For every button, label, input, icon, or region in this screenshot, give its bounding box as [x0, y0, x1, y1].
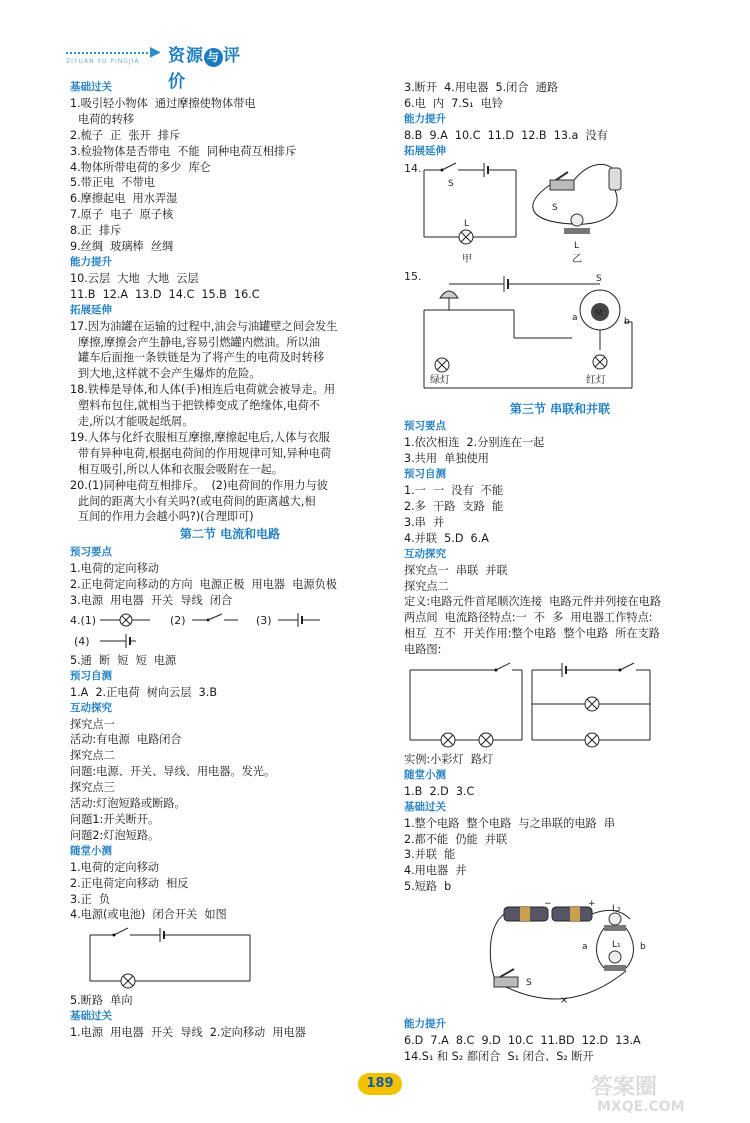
- section-heading: 预习要点: [404, 420, 446, 433]
- q14-circuit-figures: [404, 162, 644, 268]
- header-dotted-line: [66, 52, 152, 54]
- answer-line: 2.都不能 仍能 并联: [404, 832, 508, 846]
- answer-line: 10.云层 大地 大地 云层: [70, 271, 199, 285]
- answer-line: 19.人体与化纤衣服相互摩擦,摩擦起电后,人体与衣服: [70, 430, 330, 444]
- answer-line: 探究点一 串联 并联: [404, 563, 508, 577]
- lamp-icon: [121, 974, 135, 988]
- answer-line: 1.A 2.正电荷 树向云层 3.B: [70, 685, 218, 699]
- fig-label: M: [595, 308, 603, 319]
- lamp-icon: [585, 697, 599, 711]
- header-title: 资源 与 评价: [168, 46, 241, 92]
- chapter-heading: 第三节 串联和并联: [509, 401, 611, 416]
- fig-label: +: [588, 899, 596, 910]
- page-number: 189: [358, 1073, 402, 1095]
- battery-photo-icon: [609, 168, 621, 190]
- circuit-symbols-figure: [70, 611, 370, 651]
- fig-label: L₁: [612, 940, 621, 951]
- fig-label: S: [526, 978, 532, 989]
- section-heading: 拓展延伸: [70, 303, 112, 316]
- answer-line: 9.丝绸 玻璃棒 丝绸: [70, 240, 174, 254]
- answer-line: 1.整个电路 整个电路 与之串联的电路 串: [404, 816, 616, 830]
- section-heading: 预习自测: [70, 669, 112, 682]
- answer-line: 探究点三: [70, 781, 115, 795]
- answer-line: 17.因为油罐在运输的过程中,油会与油罐壁之间会发生: [70, 319, 338, 333]
- chapter-heading: 第二节 电流和电路: [179, 527, 281, 542]
- section-heading: 互动探究: [70, 701, 112, 714]
- answer-line: 11.B 12.A 13.D 14.C 15.B 16.C: [70, 287, 260, 301]
- fig-label: 红灯: [586, 374, 606, 386]
- answer-line: 18.铁棒是导体,和人体(手)相连后电荷就会被导走。用: [70, 383, 336, 397]
- answer-line: 5.通 断 短 短 电源: [70, 653, 177, 667]
- svg-text:MXQE.COM: MXQE.COM: [597, 1099, 685, 1114]
- right-column: [404, 80, 716, 1065]
- answer-line: 5.带正电 不带电: [70, 176, 155, 190]
- answer-line: 3.正 负: [70, 892, 111, 906]
- answer-line: 3.检验物体是否带电 不能 同种电荷互相排斥: [70, 144, 297, 158]
- answer-line: 6.电 内 7.S₁ 电铃: [404, 96, 504, 110]
- parallel-lamps-photo-circuit: [404, 897, 664, 1015]
- answer-line: 1.电荷的定向移动: [70, 562, 159, 576]
- q15-traffic-light-circuit: [404, 270, 644, 400]
- answer-line: 此间的距离大小有关吗?(或电荷间的距离越大,相: [78, 494, 316, 508]
- section-heading: 随堂小测: [70, 844, 112, 857]
- fig-label: S: [552, 202, 558, 213]
- answer-line: 1.电荷的定向移动: [70, 860, 159, 874]
- header-circle-mark: 与: [204, 48, 223, 67]
- answer-line: 活动:有电源 电路闭合: [70, 733, 182, 747]
- fig-label: L₂: [612, 904, 621, 915]
- answer-line: 电荷的转移: [78, 112, 134, 126]
- section-heading: 拓展延伸: [404, 144, 446, 157]
- answer-line: 问题2:灯泡短路。: [70, 828, 160, 842]
- fig-label: a: [572, 312, 578, 323]
- answer-line: 5.断路 单向: [70, 994, 133, 1008]
- lamp-holder-photo-icon: [604, 925, 626, 931]
- lamp-icon: [459, 230, 473, 244]
- section-heading: 能力提升: [70, 255, 112, 268]
- answer-line: 探究点二: [404, 579, 449, 593]
- section-heading: 互动探究: [404, 547, 446, 560]
- answer-line: 3.共用 单独使用: [404, 452, 489, 466]
- fig-label: L: [574, 240, 580, 251]
- answer-line: 3.电源 用电器 开关 导线 闭合: [70, 594, 233, 607]
- answer-line: 1.电源 用电器 开关 导线 2.定向移动 用电器: [70, 1026, 306, 1040]
- answer-line: 探究点二: [70, 749, 115, 763]
- answer-line: 3.串 并: [404, 515, 445, 529]
- answer-line: 2.梳子 正 张开 排斥: [70, 128, 181, 142]
- section-heading: 基础过关: [70, 81, 112, 93]
- answer-line: 8.B 9.A 10.C 11.D 12.B 13.a 没有: [404, 128, 608, 142]
- watermark-logo: [591, 1070, 736, 1114]
- answer-line: 带有异种电荷,根据电荷间的作用规律可知,异种电荷: [78, 446, 332, 460]
- fig-label: (2): [170, 613, 186, 627]
- fig-label: −: [544, 899, 552, 910]
- lamp-icon: [120, 614, 132, 626]
- section-heading: 基础过关: [70, 1010, 112, 1023]
- fig-label: L: [464, 218, 470, 229]
- fig-label: 15.: [404, 269, 422, 283]
- section-heading: 能力提升: [404, 1018, 446, 1031]
- left-column: [70, 80, 390, 1041]
- answer-line: 问题:电源、开关、导线、用电器。发光。: [70, 765, 276, 779]
- section-heading: 预习要点: [70, 546, 112, 559]
- fig-label: 甲: [462, 253, 472, 265]
- answer-line: 到大地,这样就不会产生爆炸的危险。: [78, 367, 261, 381]
- answer-line: 互间的作用力会越小吗?)(合理即可): [78, 510, 254, 524]
- lamp-icon: [593, 355, 607, 369]
- answer-line: 5.短路 b: [404, 880, 452, 894]
- lamp-icon: [585, 733, 599, 747]
- fig-label: 14.: [404, 161, 422, 175]
- answer-line: 6.摩擦起电 用水弄湿: [70, 192, 178, 206]
- fig-label: (4): [74, 634, 90, 648]
- fig-label: a: [582, 942, 588, 953]
- answer-line: 4.电源(或电池) 闭合开关 如图: [70, 908, 227, 922]
- switch-photo-icon: [550, 180, 574, 190]
- bell-icon: [440, 291, 458, 298]
- answer-line: 1.吸引轻小物体 通过摩擦使物体带电: [70, 96, 256, 110]
- answer-line: 4.并联 5.D 6.A: [404, 531, 489, 545]
- answer-line: 两点间 电流路径特点:一 不 多 用电器工作特点:: [404, 611, 653, 625]
- answer-line: 3.断开 4.用电器 5.闭合 通路: [404, 81, 559, 94]
- answer-line: 实例:小彩灯 路灯: [404, 753, 494, 767]
- answer-line: 14.S₁ 和 S₂ 都闭合 S₁ 闭合、S₂ 断开: [404, 1050, 594, 1063]
- answer-line: 3.并联 能: [404, 848, 456, 862]
- answer-line: 1.依次相连 2.分别连在一起: [404, 436, 545, 450]
- answer-line: 20.(1)同种电荷互相排斥。 (2)电荷间的作用力与彼: [70, 478, 328, 492]
- switch-photo-icon: [494, 977, 518, 987]
- answer-line: 相互 互不 开关作用:整个电路 整个电路 所在支路: [404, 627, 660, 641]
- simple-circuit-diagram: [70, 925, 270, 991]
- section-heading: 随堂小测: [404, 768, 446, 781]
- series-parallel-circuit-diagrams: [404, 660, 704, 750]
- answer-line: 4.物体所带电荷的多少 库仑: [70, 160, 211, 174]
- answer-line: 活动:灯泡短路或断路。: [70, 797, 186, 811]
- fig-label: 绿灯: [430, 374, 450, 386]
- lamp-icon: [441, 733, 455, 747]
- answer-line: 2.正电荷定向移动 相反: [70, 876, 189, 890]
- answer-line: 罐车后面拖一条铁链是为了将产生的电荷及时转移: [78, 351, 325, 365]
- section-heading: 能力提升: [404, 112, 446, 125]
- answer-line: 定义:电路元件首尾顺次连接 电路元件并列接在电路: [404, 595, 662, 609]
- fig-label: (3): [256, 613, 272, 627]
- answer-line: 问题1:开关断开。: [70, 812, 160, 826]
- header-subtitle: ZIYUAN YU PINGJIA: [66, 58, 140, 65]
- answer-line: 6.D 7.A 8.C 9.D 10.C 11.BD 12.D 13.A: [404, 1034, 641, 1048]
- svg-text:答案圈: 答案圈: [591, 1075, 658, 1100]
- answer-line: 8.正 排斥: [70, 224, 122, 238]
- arrow-right-icon: ▶: [150, 44, 161, 60]
- fig-label: ×: [560, 995, 569, 1007]
- fig-label: S: [448, 178, 454, 189]
- fig-label: 4.(1): [70, 613, 97, 627]
- answer-line: 2.正电荷定向移动的方向 电源正极 用电器 电源负极: [70, 578, 337, 592]
- answer-line: 4.用电器 并: [404, 864, 467, 878]
- answer-line: 摩擦,摩擦会产生静电,容易引燃罐内燃油。所以油: [78, 335, 321, 349]
- section-heading: 预习自测: [404, 468, 446, 481]
- answer-line: 1.B 2.D 3.C: [404, 784, 475, 798]
- answer-line: 7.原子 电子 原子核: [70, 208, 174, 222]
- fig-label: b: [624, 316, 630, 327]
- lamp-holder-photo-icon: [604, 965, 626, 971]
- fig-label: b: [640, 942, 646, 953]
- answer-line: 走,所以才能吸起纸屑。: [78, 415, 194, 429]
- answer-line: 探究点一: [70, 717, 115, 731]
- answer-line: 2.多 干路 支路 能: [404, 499, 504, 513]
- answer-line: 1.一 一 没有 不能: [404, 484, 504, 498]
- section-heading: 基础过关: [404, 800, 446, 813]
- answer-line: 相互吸引,所以人体和衣服会吸附在一起。: [78, 462, 283, 476]
- answer-line: 塑料布包住,就相当于把铁棒变成了绝缘体,电荷不: [78, 399, 321, 413]
- lamp-holder-photo-icon: [564, 228, 590, 234]
- fig-label: 乙: [572, 253, 582, 265]
- lamp-icon: [435, 358, 449, 372]
- answer-line: 电路图:: [404, 643, 442, 657]
- fig-label: S: [596, 273, 602, 284]
- lamp-icon: [479, 733, 493, 747]
